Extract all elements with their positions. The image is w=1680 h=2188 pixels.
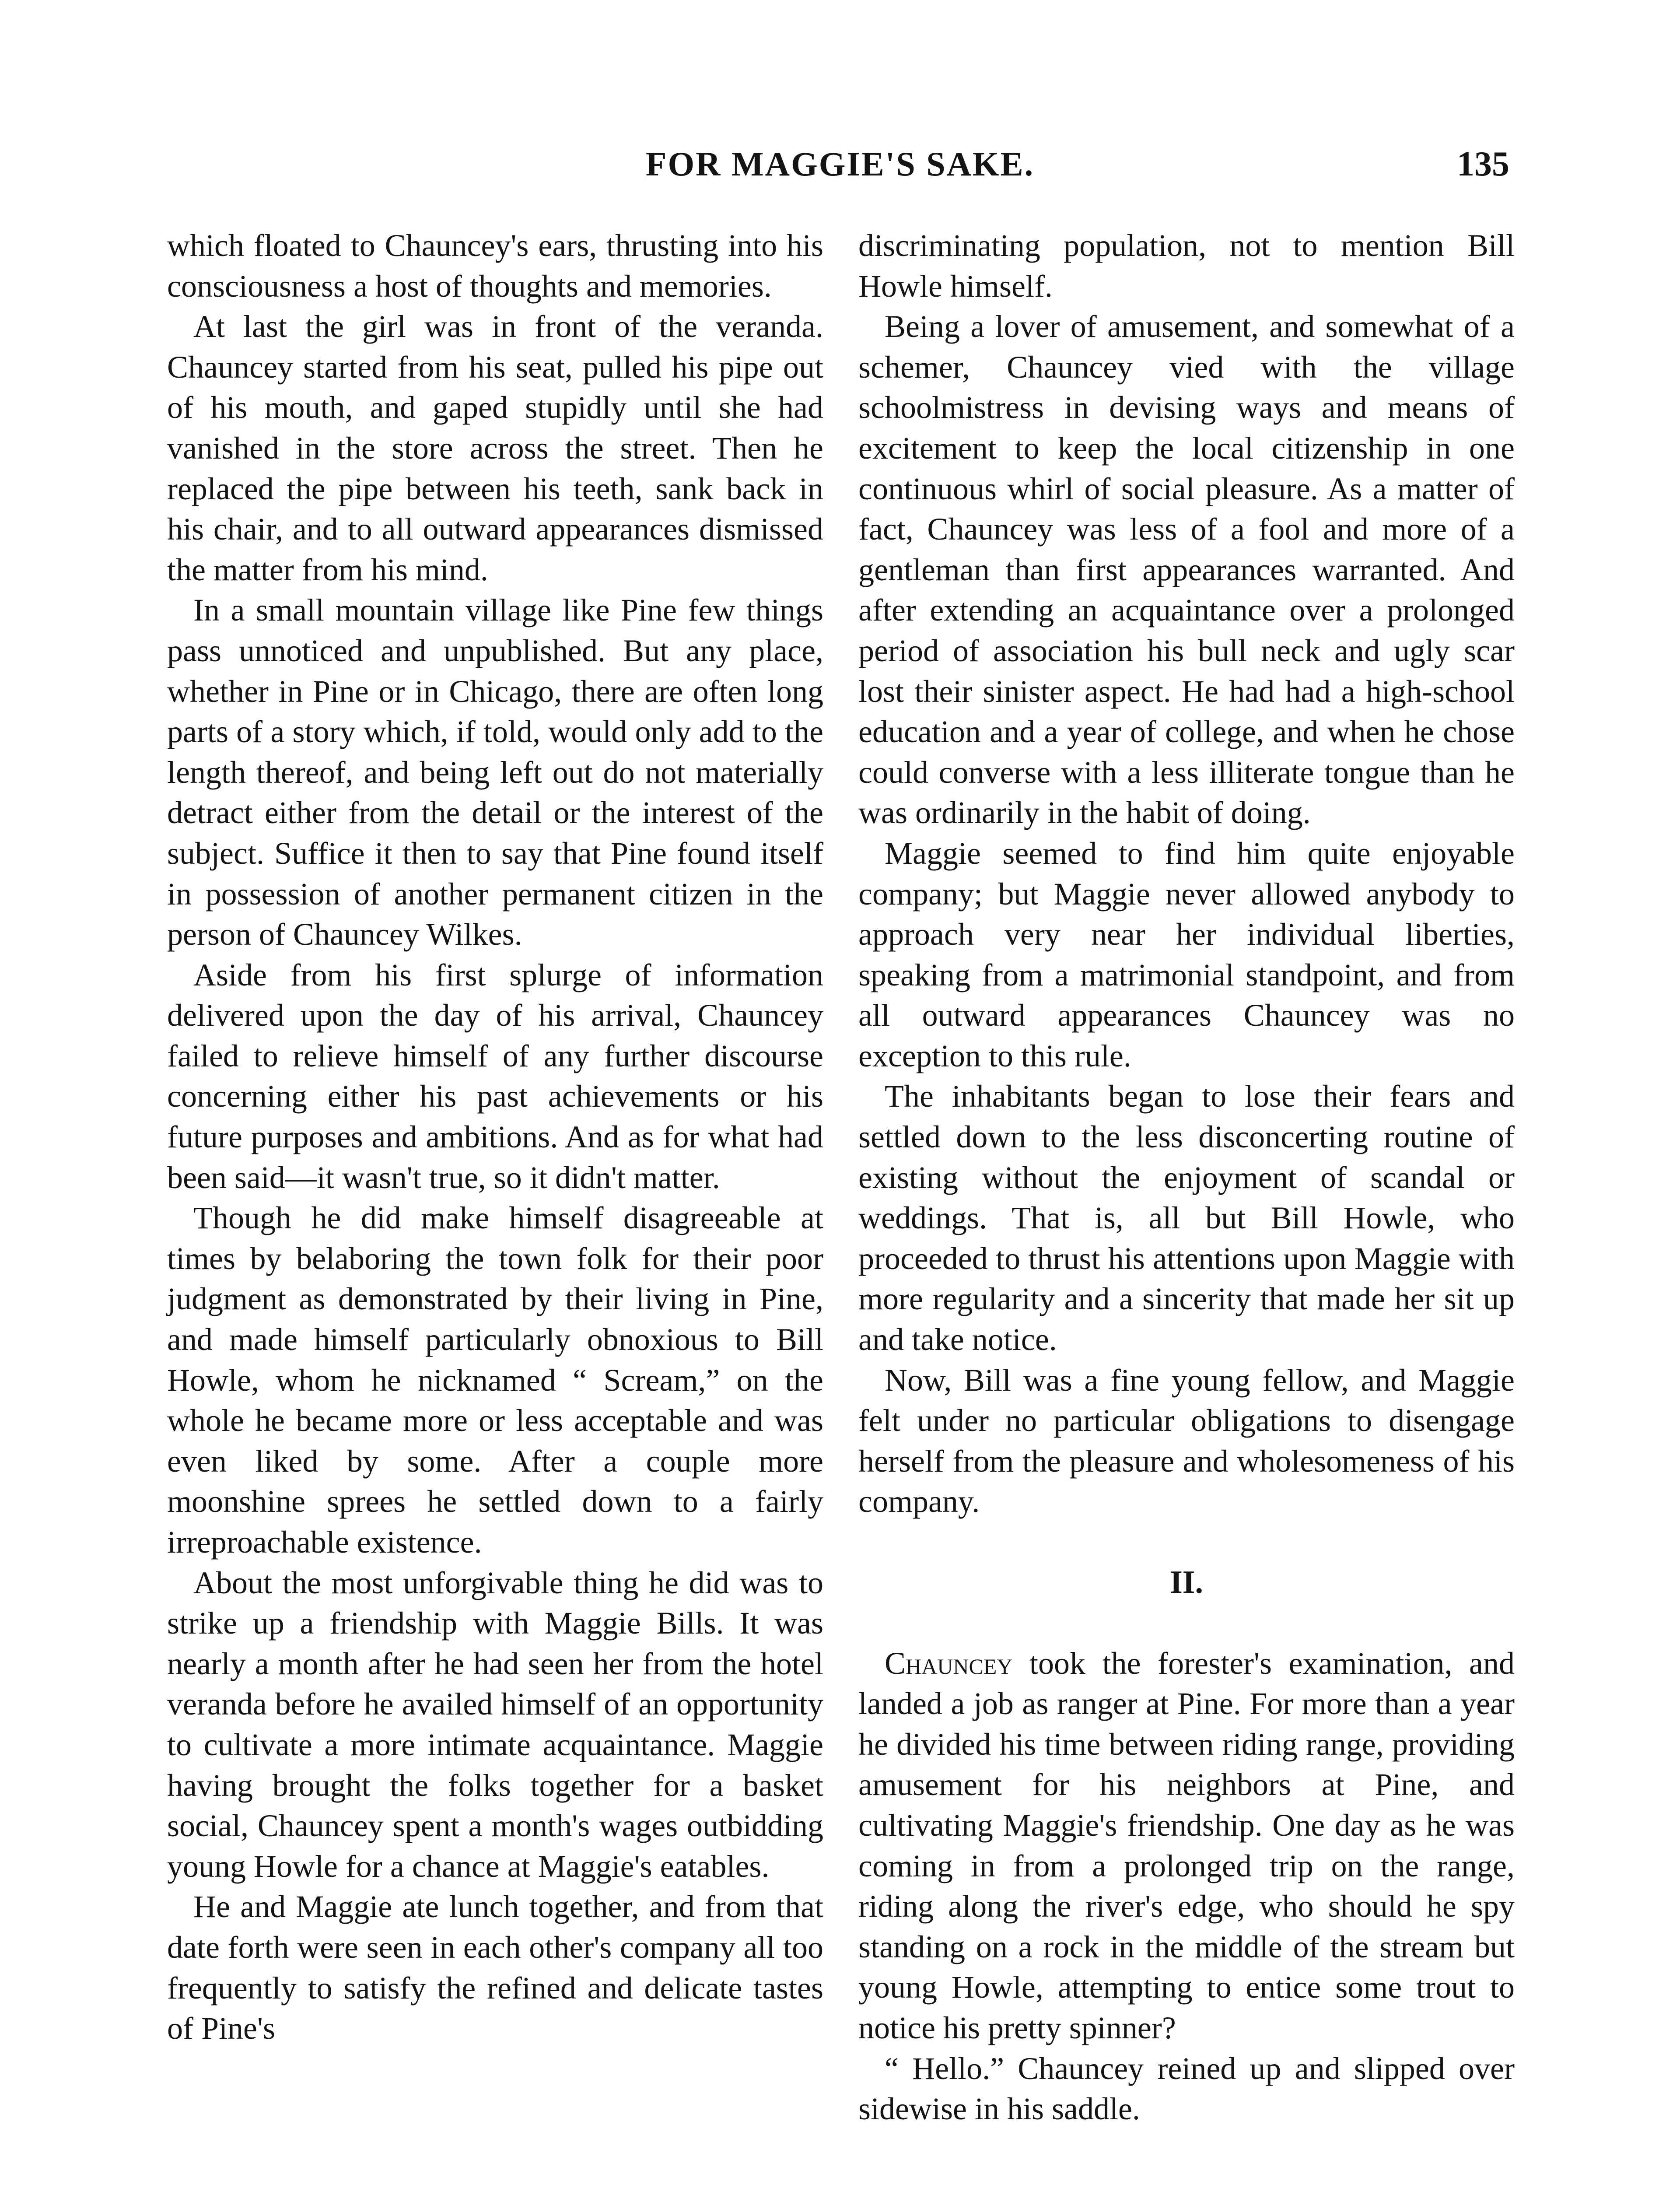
paragraph: discriminating population, not to mention Bill Howle himself. — [858, 228, 1515, 304]
left-column — [167, 225, 823, 2049]
page-number: 135 — [1457, 145, 1509, 183]
paragraph: Maggie seemed to find him quite enjoyable company; but Maggie never allowed anybody to approach very near her individual liberties, speaking from a matrimonial standpoint, and from all outward appearances Chauncey was no exception to this rule. — [858, 835, 1515, 1073]
section-heading: II. — [1169, 1564, 1204, 1600]
paragraph: which floated to Chauncey's ears, thrusting into his consciousness a host of thoughts and memories. — [167, 228, 823, 304]
right-column — [858, 225, 1515, 2129]
paragraph-text: took the forester's examination, and landed a job as ranger at Pine. For more than a year he divided his time between riding range, providing amusement for his neighbors at Pine, and cultivating Maggie's friendship. One day as he was coming in from a prolonged trip on the range, riding along the river's edge, who should he spy standing on a rock in the middle of the stream but young Howle, attempting to entice some trout to notice his pretty spinner? — [858, 1645, 1515, 2045]
paragraph — [858, 1643, 1515, 2048]
section-lead-word: Chauncey — [885, 1645, 1013, 1681]
paragraph: Being a lover of amusement, and somewhat of a schemer, Chauncey vied with the village schoolmistress in devising ways and means of excitement to keep the local citizenship in one continuous whirl of social pleasure. As a matter of fact, Chauncey was less of a fool and more of a gentleman than first appearances warranted. And after extending an acquaintance over a prolonged period of association his bull neck and ugly scar lost their sinister aspect. He had had a high-school education and a year of college, and when he chose could converse with a less illiterate tongue than he was ordinarily in the habit of doing. — [858, 309, 1515, 831]
running-title: FOR MAGGIE'S SAKE. — [645, 145, 1035, 183]
paragraph: The inhabitants began to lose their fears and settled down to the less disconcerting routine of existing without the enjoyment of scandal or weddings. That is, all but Bill Howle, who proceeded to thrust his attentions upon Maggie with more regularity and a sincerity that made her sit up and take notice. — [858, 1079, 1515, 1357]
paragraph: Now, Bill was a fine young fellow, and Maggie felt under no particular obligations to disengage herself from the pleasure and wholesomeness of his company. — [858, 1362, 1515, 1519]
page-header — [0, 140, 1680, 188]
paragraph: He and Maggie ate lunch together, and from that date forth were seen in each other's company all too frequently to satisfy the refined and delicate tastes of Pine's — [167, 1889, 823, 2046]
paragraph: In a small mountain village like Pine few things pass unnoticed and unpublished. But any place, whether in Pine or in Chicago, there are often long parts of a story which, if told, would only add to the length thereof, and being left out do not materially detract either from the detail or the interest of the subject. Suffice it then to say that Pine found itself in possession of another permanent citizen in the person of Chauncey Wilkes. — [167, 593, 823, 952]
paragraph: Though he did make himself disagreeable at times by belaboring the town folk for their poor judgment as demonstrated by their living in Pine, and made himself particularly obnoxious to Bill Howle, whom he nicknamed “ Scream,” on the whole he became more or less acceptable and was even liked by some. After a couple more moonshine sprees he settled down to a fairly irreproachable existence. — [167, 1200, 823, 1560]
paragraph: At last the girl was in front of the veranda. Chauncey started from his seat, pulled his pipe out of his mouth, and gaped stupidly until she had vanished in the store across the street. Then he replaced the pipe between his teeth, sank back in his chair, and to all outward appearances dismissed the matter from his mind. — [167, 309, 823, 587]
paragraph: “ Hello.” Chauncey reined up and slipped over sidewise in his saddle. — [858, 2051, 1515, 2127]
paragraph: Aside from his first splurge of information delivered upon the day of his arrival, Chauncey failed to relieve himself of any further discourse concerning either his past achievements or his future purposes and ambitions. And as for what had been said—it wasn't true, so it didn't matter. — [167, 957, 823, 1195]
paragraph: About the most unforgivable thing he did was to strike up a friendship with Maggie Bills. It was nearly a month after he had seen her from the hotel veranda before he availed himself of an opportunity to cultivate a more intimate acquaintance. Maggie having brought the folks together for a basket social, Chauncey spent a month's wages outbidding young Howle for a chance at Maggie's eatables. — [167, 1565, 823, 1884]
